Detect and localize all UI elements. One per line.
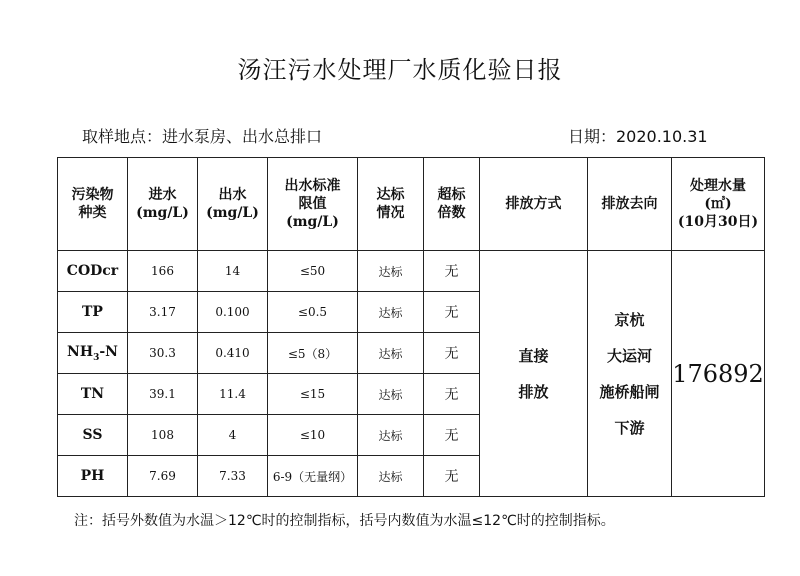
- param-cell: SS: [58, 415, 128, 456]
- limit-cell: ≤15: [268, 374, 358, 415]
- discharge-dest-cell: 京杭 大运河 施桥船闸 下游: [588, 251, 672, 497]
- influent-cell: 166: [128, 251, 198, 292]
- influent-cell: 3.17: [128, 292, 198, 333]
- param-cell: TP: [58, 292, 128, 333]
- status-cell: 达标: [358, 374, 424, 415]
- exceed-cell: 无: [424, 415, 480, 456]
- limit-cell: ≤5（8）: [268, 333, 358, 374]
- param-cell: PH: [58, 456, 128, 497]
- exceed-cell: 无: [424, 251, 480, 292]
- limit-cell: ≤10: [268, 415, 358, 456]
- limit-cell: 6-9（无量纲）: [268, 456, 358, 497]
- header-exceed: 超标 倍数: [424, 158, 480, 251]
- effluent-cell: 14: [198, 251, 268, 292]
- influent-cell: 39.1: [128, 374, 198, 415]
- status-cell: 达标: [358, 292, 424, 333]
- effluent-cell: 0.100: [198, 292, 268, 333]
- sampling-location: 取样地点：进水泵房、出水总排口: [82, 127, 323, 146]
- table-row: [58, 251, 765, 292]
- effluent-cell: 4: [198, 415, 268, 456]
- status-cell: 达标: [358, 251, 424, 292]
- header-discharge-method: 排放方式: [480, 158, 588, 251]
- header-effluent: 出水 (mg/L): [198, 158, 268, 251]
- header-limit: 出水标准 限值 (mg/L): [268, 158, 358, 251]
- discharge-method-cell: 直接 排放: [480, 251, 588, 497]
- effluent-cell: 0.410: [198, 333, 268, 374]
- exceed-cell: 无: [424, 292, 480, 333]
- param-cell: CODcr: [58, 251, 128, 292]
- exceed-cell: 无: [424, 333, 480, 374]
- exceed-cell: 无: [424, 374, 480, 415]
- header-pollutant: 污染物 种类: [58, 158, 128, 251]
- status-cell: 达标: [358, 415, 424, 456]
- volume-cell: 176892: [672, 251, 765, 497]
- limit-cell: ≤50: [268, 251, 358, 292]
- limit-cell: ≤0.5: [268, 292, 358, 333]
- header-status: 达标 情况: [358, 158, 424, 251]
- influent-cell: 108: [128, 415, 198, 456]
- exceed-cell: 无: [424, 456, 480, 497]
- header-volume: 处理水量 (㎥) (10月30日): [672, 158, 765, 251]
- effluent-cell: 7.33: [198, 456, 268, 497]
- footnote: 注：括号外数值为水温＞12℃时的控制指标，括号内数值为水温≤12℃时的控制指标。: [74, 513, 615, 529]
- status-cell: 达标: [358, 333, 424, 374]
- status-cell: 达标: [358, 456, 424, 497]
- influent-cell: 7.69: [128, 456, 198, 497]
- water-quality-table: [57, 157, 765, 497]
- header-influent: 进水 (mg/L): [128, 158, 198, 251]
- header-row: [58, 158, 765, 251]
- report-title: 汤汪污水处理厂水质化验日报: [237, 56, 563, 84]
- param-cell: $NH_3-N$: [58, 333, 128, 374]
- effluent-cell: 11.4: [198, 374, 268, 415]
- header-discharge-dest: 排放去向: [588, 158, 672, 251]
- param-cell: TN: [58, 374, 128, 415]
- report-date: 日期：2020.10.31: [568, 127, 708, 146]
- influent-cell: 30.3: [128, 333, 198, 374]
